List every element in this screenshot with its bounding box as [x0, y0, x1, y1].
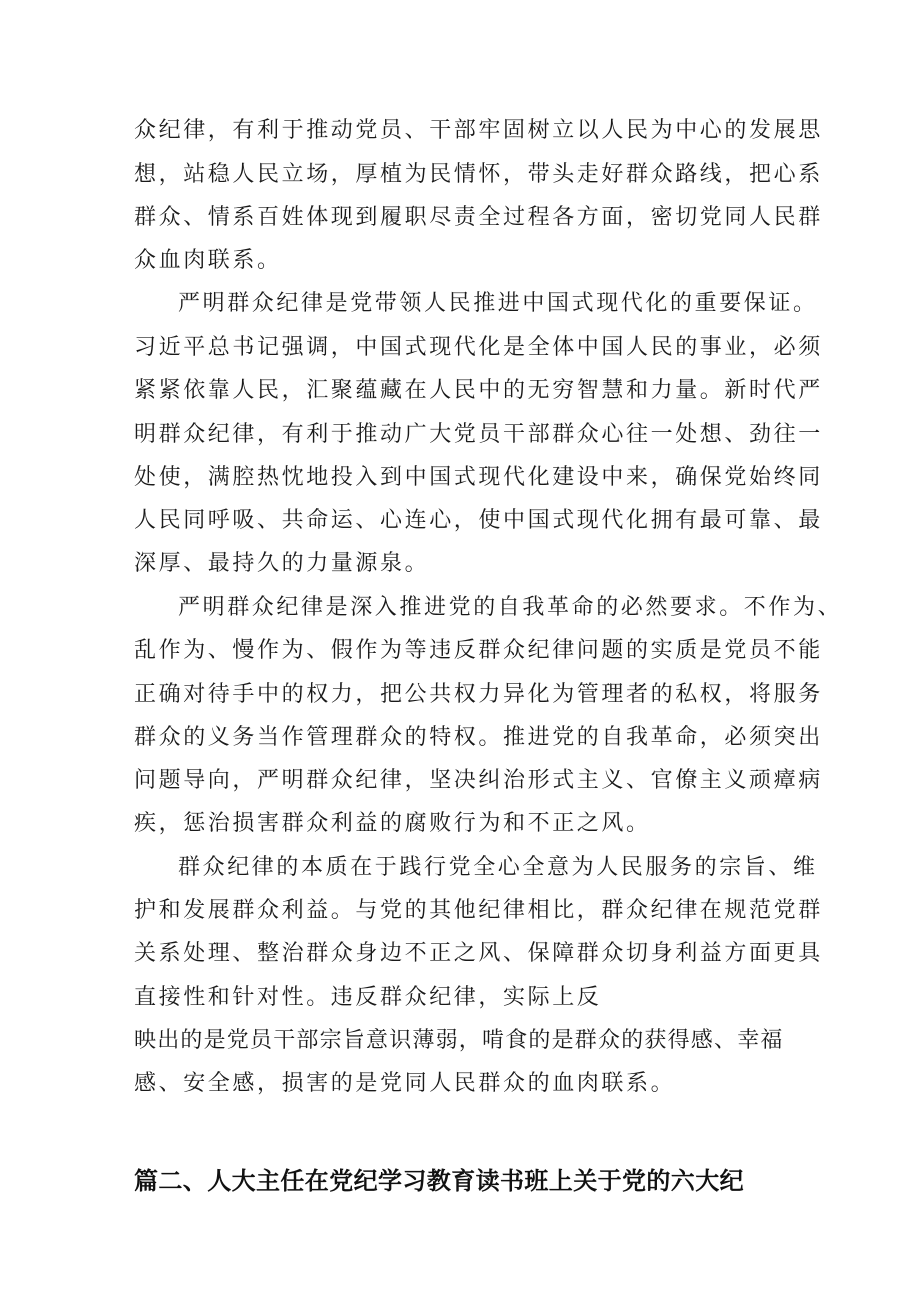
- text-line: 众纪律，有利于推动党员、干部牢固树立以人民为中心的发展思: [134, 118, 823, 143]
- text-line: 疾，惩治损害群众利益的腐败行为和不正之风。: [134, 811, 651, 836]
- text-line: 想，站稳人民立场，厚植为民情怀，带头走好群众路线，把心系: [134, 162, 823, 187]
- text-line: 群众的义务当作管理群众的特权。推进党的自我革命，必须突出: [134, 725, 823, 750]
- text-line: 映出的是党员干部宗旨意识薄弱，啃食的是群众的获得感、幸福: [134, 1028, 784, 1053]
- text-line: 明群众纪律，有利于推动广大党员干部群众心往一处想、劲往一: [134, 422, 823, 447]
- text-line: 人民同呼吸、共命运、心连心，使中国式现代化拥有最可靠、最: [134, 508, 823, 533]
- text-line: 关系处理、整治群众身边不正之风、保障群众切身利益方面更具: [134, 941, 823, 966]
- section-heading: 篇二、人大主任在党纪学习教育读书班上关于党的六大纪: [134, 1167, 744, 1195]
- text-line: 乱作为、慢作为、假作为等违反群众纪律问题的实质是党员不能: [134, 638, 823, 663]
- text-line: 正确对待手中的权力，把公共权力异化为管理者的私权，将服务: [134, 682, 823, 707]
- text-line: 深厚、最持久的力量源泉。: [134, 551, 430, 576]
- text-line: 群众、情系百姓体现到履职尽责全过程各方面，密切党同人民群: [134, 205, 823, 230]
- text-line: 护和发展群众利益。与党的其他纪律相比，群众纪律在规范党群: [134, 898, 823, 923]
- text-line: 紧紧依靠人民，汇聚蕴藏在人民中的无穷智慧和力量。新时代严: [134, 378, 823, 403]
- text-line: 众血肉联系。: [134, 248, 282, 273]
- text-line: 感、安全感，损害的是党同人民群众的血肉联系。: [134, 1071, 676, 1096]
- paragraph-first-line: 群众纪律的本质在于践行党全心全意为人民服务的宗旨、维: [178, 855, 818, 880]
- text-line: 问题导向，严明群众纪律，坚决纠治形式主义、官僚主义顽瘴病: [134, 768, 823, 793]
- paragraph-first-line: 严明群众纪律是党带领人民推进中国式现代化的重要保证。: [178, 291, 818, 316]
- text-line: 处使，满腔热忱地投入到中国式现代化建设中来，确保党始终同: [134, 465, 823, 490]
- text-line: 习近平总书记强调，中国式现代化是全体中国人民的事业，必须: [134, 335, 823, 360]
- paragraph-first-line: 严明群众纪律是深入推进党的自我革命的必然要求。不作为、: [178, 595, 843, 620]
- text-line: 直接性和针对性。违反群众纪律，实际上反: [134, 985, 602, 1010]
